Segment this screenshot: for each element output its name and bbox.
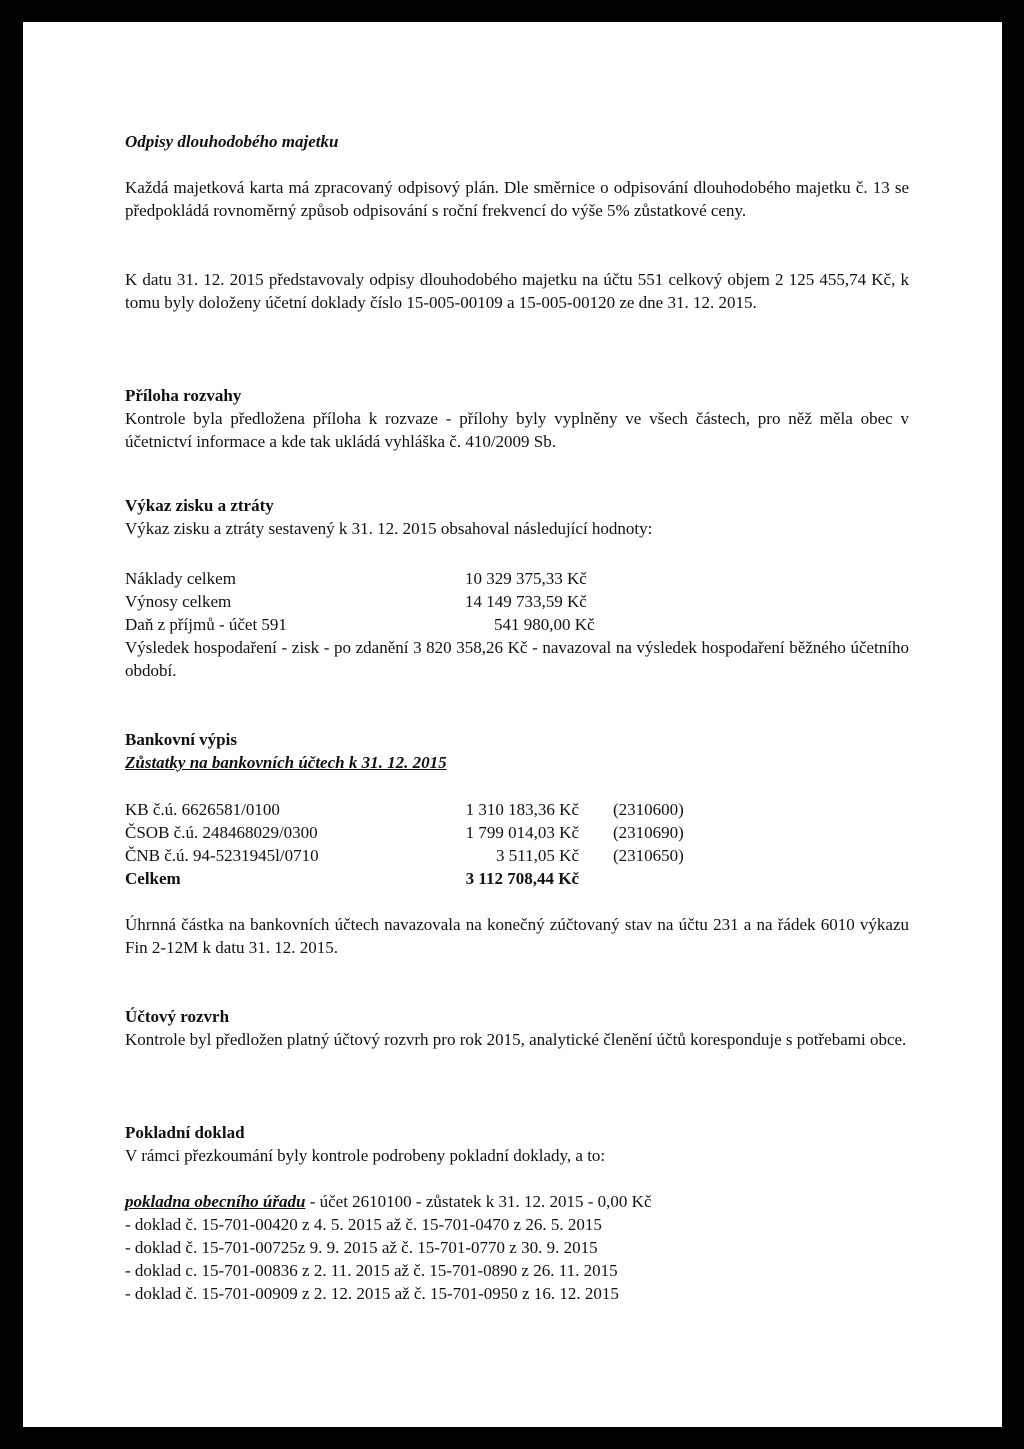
bank-subheading: Zůstatky na bankovních účtech k 31. 12. 2015 xyxy=(125,753,447,772)
income-statement-table xyxy=(125,567,909,636)
table-row xyxy=(125,844,909,867)
chart-of-accounts-text: Kontrole byl předložen platný účtový rozvrh pro rok 2015, analytické členění účtů koresponduje s potřebami obce. xyxy=(125,1030,907,1049)
chart-of-accounts-heading: Účtový rozvrh xyxy=(125,1007,230,1026)
table-row xyxy=(125,821,909,844)
row-label: Výnosy celkem xyxy=(125,592,232,611)
code-cell: (2310690) xyxy=(613,823,684,842)
bank-table xyxy=(125,798,909,890)
list-item: - doklad č. 15-701-00909 z 2. 12. 2015 až č. 15-701-0950 z 16. 12. 2015 xyxy=(125,1284,619,1303)
total-row xyxy=(125,867,909,890)
account-cell: ČSOB č.ú. 248468029/0300 xyxy=(125,823,318,842)
list-item: - doklad č. 15-701-00725z 9. 9. 2015 až č. 15-701-0770 z 30. 9. 2015 xyxy=(125,1238,598,1257)
document-page xyxy=(23,22,1002,1427)
cash-office-rest: - účet 2610100 - zůstatek k 31. 12. 2015 - 0,00 Kč xyxy=(305,1192,652,1211)
depreciation-paragraph-1: Každá majetková karta má zpracovaný odpisový plán. Dle směrnice o odpisování dlouhodobého majetku č. 13 se předpokládá rovnoměrný způsob odpisování s roční frekvencí do výše 5% zůstatkové ceny. xyxy=(125,178,909,220)
cash-intro: V rámci přezkoumání byly kontrole podrobeny pokladní doklady, a to: xyxy=(125,1146,606,1165)
list-item: - doklad c. 15-701-00836 z 2. 11. 2015 až č. 15-701-0890 z 26. 11. 2015 xyxy=(125,1261,618,1280)
total-label: Celkem xyxy=(125,869,181,888)
income-statement-heading: Výkaz zisku a ztráty xyxy=(125,496,274,515)
row-label: Náklady celkem xyxy=(125,569,236,588)
income-statement-intro: Výkaz zisku a ztráty sestavený k 31. 12. 2015 obsahoval následující hodnoty: xyxy=(125,519,653,538)
appendix-heading: Příloha rozvahy xyxy=(125,386,242,405)
total-amount: 3 112 708,44 Kč xyxy=(465,869,579,888)
row-value: 10 329 375,33 Kč xyxy=(465,569,587,588)
income-statement-result: Výsledek hospodaření - zisk - po zdanění 3 820 358,26 Kč - navazoval na výsledek hospodaření běžného účetního období. xyxy=(125,638,909,680)
row-label: Daň z příjmů - účet 591 xyxy=(125,615,287,634)
bank-note: Úhrnná částka na bankovních účtech navazovala na konečný zúčtovaný stav na účtu 231 a na řádek 6010 výkazu Fin 2-12M k datu 31. 12. 2015. xyxy=(125,915,909,957)
cash-office-label: pokladna obecního úřadu xyxy=(125,1192,306,1211)
amount-cell: 1 310 183,36 Kč xyxy=(465,800,579,819)
row-value: 541 980,00 Kč xyxy=(494,615,595,634)
account-cell: ČNB č.ú. 94-5231945l/0710 xyxy=(125,846,319,865)
depreciation-paragraph-2: K datu 31. 12. 2015 představovaly odpisy dlouhodobého majetku na účtu 551 celkový objem 2 125 455,74 Kč, k tomu byly doloženy účetní doklady číslo 15-005-00109 a 15-005-00120 ze dne 31. 12. 2015. xyxy=(125,270,909,312)
table-row xyxy=(125,613,909,636)
cash-heading: Pokladní doklad xyxy=(125,1123,245,1142)
depreciation-heading: Odpisy dlouhodobého majetku xyxy=(125,132,339,151)
account-cell: KB č.ú. 6626581/0100 xyxy=(125,800,280,819)
code-cell: (2310650) xyxy=(613,846,684,865)
amount-cell: 3 511,05 Kč xyxy=(496,846,579,865)
list-item: - doklad č. 15-701-00420 z 4. 5. 2015 až č. 15-701-0470 z 26. 5. 2015 xyxy=(125,1215,602,1234)
appendix-text: Kontrole byla předložena příloha k rozvaze - přílohy byly vyplněny ve všech částech, pro něž měla obec v účetnictví informace a kde tak ukládá vyhláška č. 410/2009 Sb. xyxy=(125,409,909,451)
cash-office-line xyxy=(125,1190,909,1213)
code-cell: (2310600) xyxy=(613,800,684,819)
table-row xyxy=(125,590,909,613)
row-value: 14 149 733,59 Kč xyxy=(465,592,587,611)
amount-cell: 1 799 014,03 Kč xyxy=(465,823,579,842)
table-row xyxy=(125,567,909,590)
bank-heading: Bankovní výpis xyxy=(125,730,237,749)
table-row xyxy=(125,798,909,821)
